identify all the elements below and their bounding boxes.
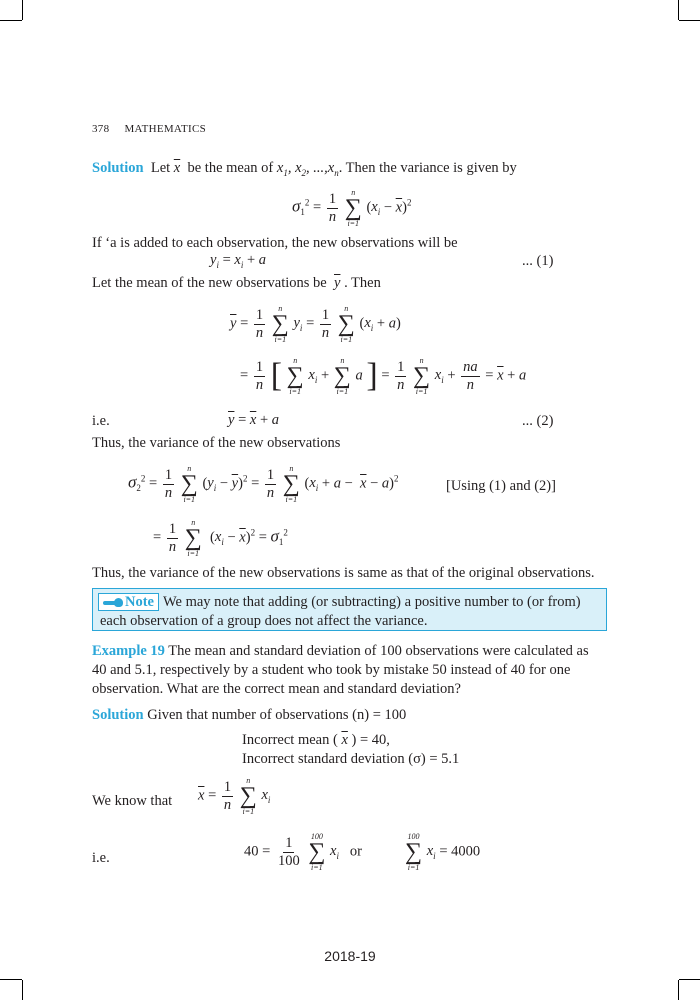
equation-1: $y_i = x_i + a$ [210,252,267,270]
running-header [92,123,206,135]
crop-mark-bottom-left [22,980,23,1000]
example-19-label: Example 19 [92,643,165,659]
line-new-mean-text: Let the mean of the new observations be [92,275,327,291]
line-new-mean-end: . Then [344,275,381,291]
mean-value-equation: 40 = $\frac{1}{100}$ 100 ∑ i=1 $x_i$ or [244,832,362,872]
line-new-mean [92,274,381,292]
mean-formula: $\overline{x}$ = $\frac{1}{n}$ n ∑ i=1 $x_i$ [198,776,271,816]
note-line-1 [98,593,581,611]
ie-label-2: i.e. [92,850,110,866]
observation-list: $x_1$, $x_2$, $...,x_n$ [276,160,339,178]
variance-formula-2: $\sigma_2^2$ = $\frac{1}{n}$ n ∑ i=1 $(y_i - \overline{y})^2$ = $\frac{1}{n}$ n ∑ i=1 $(x_i + a - \overline{x} - a)^2$ [128,464,399,504]
variance-formula-1: $\sigma_1^2$ = $\frac{1}{n}$ n ∑ i=1 $(x_i - \overline{x})^2$ [292,188,412,228]
ie-label-1: i.e. [92,413,110,429]
mean-derivation-1: $\overline{y}$ = $\frac{1}{n}$ n ∑ i=1 $y_i$ = $\frac{1}{n}$ n ∑ i=1 $(x_i + a)$ [230,304,401,344]
footer-year: 2018-19 [324,948,376,964]
line-thus-variance: Thus, the variance of the new observations [92,435,341,451]
crop-mark-top-left [22,0,23,20]
example-19-line-2: 40 and 5.1, respectively by a student who took by mistake 50 instead of 40 for one [92,662,571,678]
conclusion: Thus, the variance of the new observations is same as that of the original observations. [92,565,595,581]
solution-text-3: . Then the variance is given by [338,160,517,176]
solution-2-intro [92,706,406,724]
line-if-added: If ‘a is added to each observation, the new observations will be [92,235,458,251]
note-box [92,588,607,631]
incorrect-mean [242,731,390,749]
example-19-line-3: observation. What are the correct mean and standard deviation? [92,681,461,697]
mean-derivation-2: = $\frac{1}{n}$ [ n ∑ i=1 $x_i$ + n ∑ i=1 a ] = $\frac{1}{n}$ n ∑ i=1 $x_i$ + $\frac{na}{n}$ = $\overline{x} + a$ [240,356,527,396]
mean-x-bar: $\overline{x}$ [173,160,181,176]
equation-2-tag: ... (2) [522,413,554,429]
solution-2-given: Given that number of observations (n) = 100 [147,707,407,723]
solution-label: Solution [92,160,144,176]
equation-1-tag: ... (1) [522,253,554,269]
mean-y-bar: $\overline{y}$ [334,275,341,291]
note-text-1: We may note that adding (or subtracting) a positive number to (or from) [163,594,581,610]
sum-result: = 4000 [439,843,481,860]
solution-intro [92,159,517,182]
mean-x-bar-2: $\overline{x}$ [341,732,348,748]
example-19-text-1: The mean and standard deviation of 100 observations were calculated as [168,643,589,659]
equation-2: $\overline{y} = \overline{x} + a$ [228,412,279,428]
solution-2-label: Solution [92,707,144,723]
pointing-hand-icon [103,598,123,607]
variance-formula-3: = $\frac{1}{n}$ n ∑ i=1 $(x_i - \overline{x})^2 = \sigma_1^2$ [153,518,288,558]
note-label-box [98,593,159,611]
incorrect-mean-b: ) = 40, [351,732,390,748]
incorrect-mean-a: Incorrect mean ( [242,732,338,748]
crop-mark-top-left-h [0,20,22,21]
crop-mark-top-right-h [679,20,700,21]
note-label: Note [125,594,154,610]
note-line-2: each observation of a group does not affect the variance. [100,613,428,629]
crop-mark-bottom-right-h [679,979,700,980]
solution-text-2: be the mean of [187,160,274,176]
using-note: [Using (1) and (2)] [446,478,556,494]
crop-mark-bottom-left-h [0,979,22,980]
solution-text: Let [150,160,171,176]
forty-value: 40 [244,843,259,860]
example-19-line-1 [92,642,589,660]
crop-mark-top-right [678,0,679,20]
sum-equation: 100 ∑ i=1 $x_i = 4000$ [405,832,481,872]
we-know-label: We know that [92,793,173,809]
book-title: MATHEMATICS [124,123,206,135]
or-text: or [349,843,362,860]
crop-mark-bottom-right [678,980,679,1000]
incorrect-sd: Incorrect standard deviation (σ) = 5.1 [242,751,460,767]
page-number: 378 [92,123,110,135]
